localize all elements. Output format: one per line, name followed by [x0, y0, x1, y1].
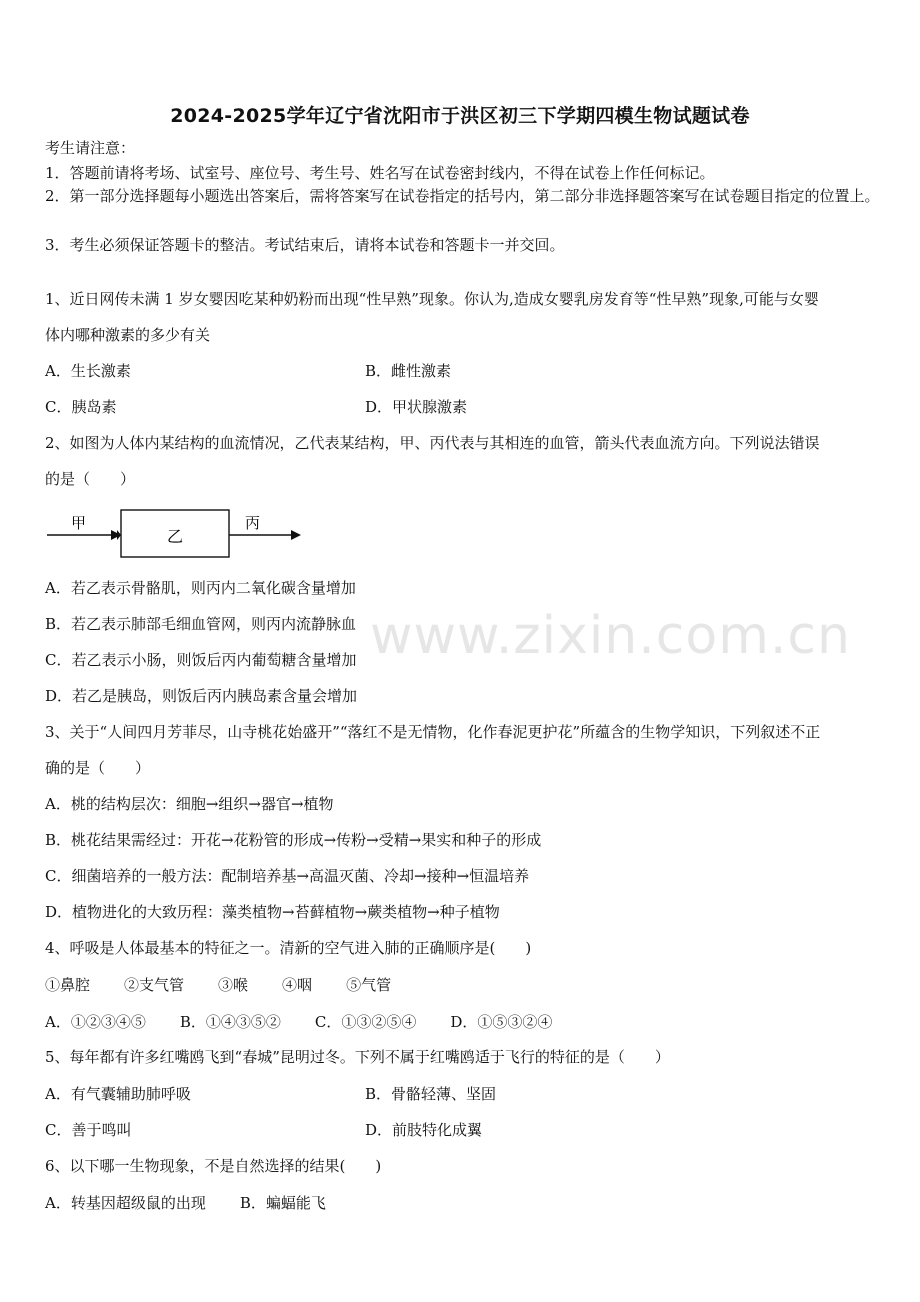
organ-item: ④咽 — [282, 976, 313, 994]
question-2-option-c: C．若乙表示小肠，则饭后丙内葡萄糖含量增加 — [45, 651, 357, 669]
question-1-option-b: B．雌性激素 — [365, 362, 452, 380]
question-5-stem: 5、每年都有许多红嘴鸥飞到“春城”昆明过冬。下列不属于红嘴鸥适于飞行的特征的是（ ） — [45, 1048, 670, 1066]
organ-item: ⑤气管 — [346, 976, 392, 994]
question-1-option-c: C．胰岛素 — [45, 398, 117, 416]
question-6-options — [45, 1193, 360, 1213]
question-2-stem: 2、如图为人体内某结构的血流情况，乙代表某结构，甲、丙代表与其相连的血管，箭头代表血流方向。下列说法错误 — [45, 434, 820, 452]
question-2-option-b: B．若乙表示肺部毛细血管网，则丙内流静脉血 — [45, 615, 357, 633]
blood-flow-diagram — [45, 508, 305, 560]
organ-item: ③喉 — [218, 976, 249, 994]
question-4-option-b: B．①④③⑤② — [179, 1013, 281, 1031]
question-4-options — [45, 1012, 586, 1032]
question-3-stem: 3、关于“人间四月芳菲尽，山寺桃花始盛开”“落红不是无情物，化作春泥更护花”所蕴含的生物学知识，下列叙述不正 — [45, 723, 821, 741]
question-4-option-c: C．①③②⑤④ — [314, 1013, 417, 1031]
notice-item: 3．考生必须保证答题卡的整洁。考试结束后，请将本试卷和答题卡一并交回。 — [45, 236, 565, 254]
question-5-option-d: D．前肢特化成翼 — [365, 1121, 483, 1139]
arrow-out-head — [291, 530, 301, 540]
label-bing: 丙 — [245, 514, 261, 532]
question-3-option-a: A．桃的结构层次：细胞→组织→器官→植物 — [45, 795, 334, 813]
question-6-stem: 6、以下哪一生物现象，不是自然选择的结果( ) — [45, 1157, 382, 1175]
question-2-stem-cont: 的是（ ） — [45, 470, 136, 488]
question-3-stem-cont: 确的是（ ） — [45, 759, 151, 777]
question-1-option-a: A．生长激素 — [45, 362, 131, 380]
label-yi: 乙 — [166, 527, 184, 546]
question-2-option-d: D．若乙是胰岛，则饭后丙内胰岛素含量会增加 — [45, 687, 358, 705]
page-title: 2024-2025学年辽宁省沈阳市于洪区初三下学期四模生物试题试卷 — [170, 105, 750, 127]
question-3-option-c: C．细菌培养的一般方法：配制培养基→高温灭菌、冷却→接种→恒温培养 — [45, 867, 530, 885]
notice-heading: 考生请注意： — [45, 139, 136, 157]
organ-item: ①鼻腔 — [45, 976, 91, 994]
question-6-option-b: B．蝙蝠能飞 — [239, 1194, 326, 1212]
question-5-option-c: C．善于鸣叫 — [45, 1121, 132, 1139]
question-1-stem-cont: 体内哪种激素的多少有关 — [45, 326, 211, 344]
question-4-items — [45, 975, 425, 995]
question-4-option-d: D．①⑤③②④ — [450, 1013, 553, 1031]
question-3-option-d: D．植物进化的大致历程：藻类植物→苔藓植物→蕨类植物→种子植物 — [45, 903, 500, 921]
question-3-option-b: B．桃花结果需经过：开花→花粉管的形成→传粉→受精→果实和种子的形成 — [45, 831, 542, 849]
organ-item: ②支气管 — [124, 976, 185, 994]
question-1-stem: 1、近日网传未满 1 岁女婴因吃某种奶粉而出现“性早熟”现象。你认为,造成女婴乳房发育等“性早熟”现象,可能与女婴 — [45, 290, 819, 308]
watermark: www.zixin.com.cn — [370, 606, 851, 666]
notice-item: 1．答题前请将考场、试室号、座位号、考生号、姓名写在试卷密封线内，不得在试卷上作任何标记。 — [45, 164, 715, 182]
question-5-option-a: A．有气囊辅助肺呼吸 — [45, 1085, 191, 1103]
question-5-option-b: B．骨骼轻薄、坚固 — [365, 1085, 497, 1103]
notice-item: 2．第一部分选择题每小题选出答案后，需将答案写在试卷指定的括号内，第二部分非选择题答案写在试卷题目指定的位置上。 — [45, 187, 880, 205]
question-4-stem: 4、呼吸是人体最基本的特征之一。清新的空气进入肺的正确顺序是( ) — [45, 939, 532, 957]
question-2-option-a: A．若乙表示骨骼肌，则丙内二氧化碳含量增加 — [45, 579, 356, 597]
question-4-option-a: A．①②③④⑤ — [45, 1013, 146, 1031]
label-jia: 甲 — [71, 514, 87, 532]
question-1-option-d: D．甲状腺激素 — [365, 398, 468, 416]
question-6-option-a: A．转基因超级鼠的出现 — [45, 1194, 206, 1212]
